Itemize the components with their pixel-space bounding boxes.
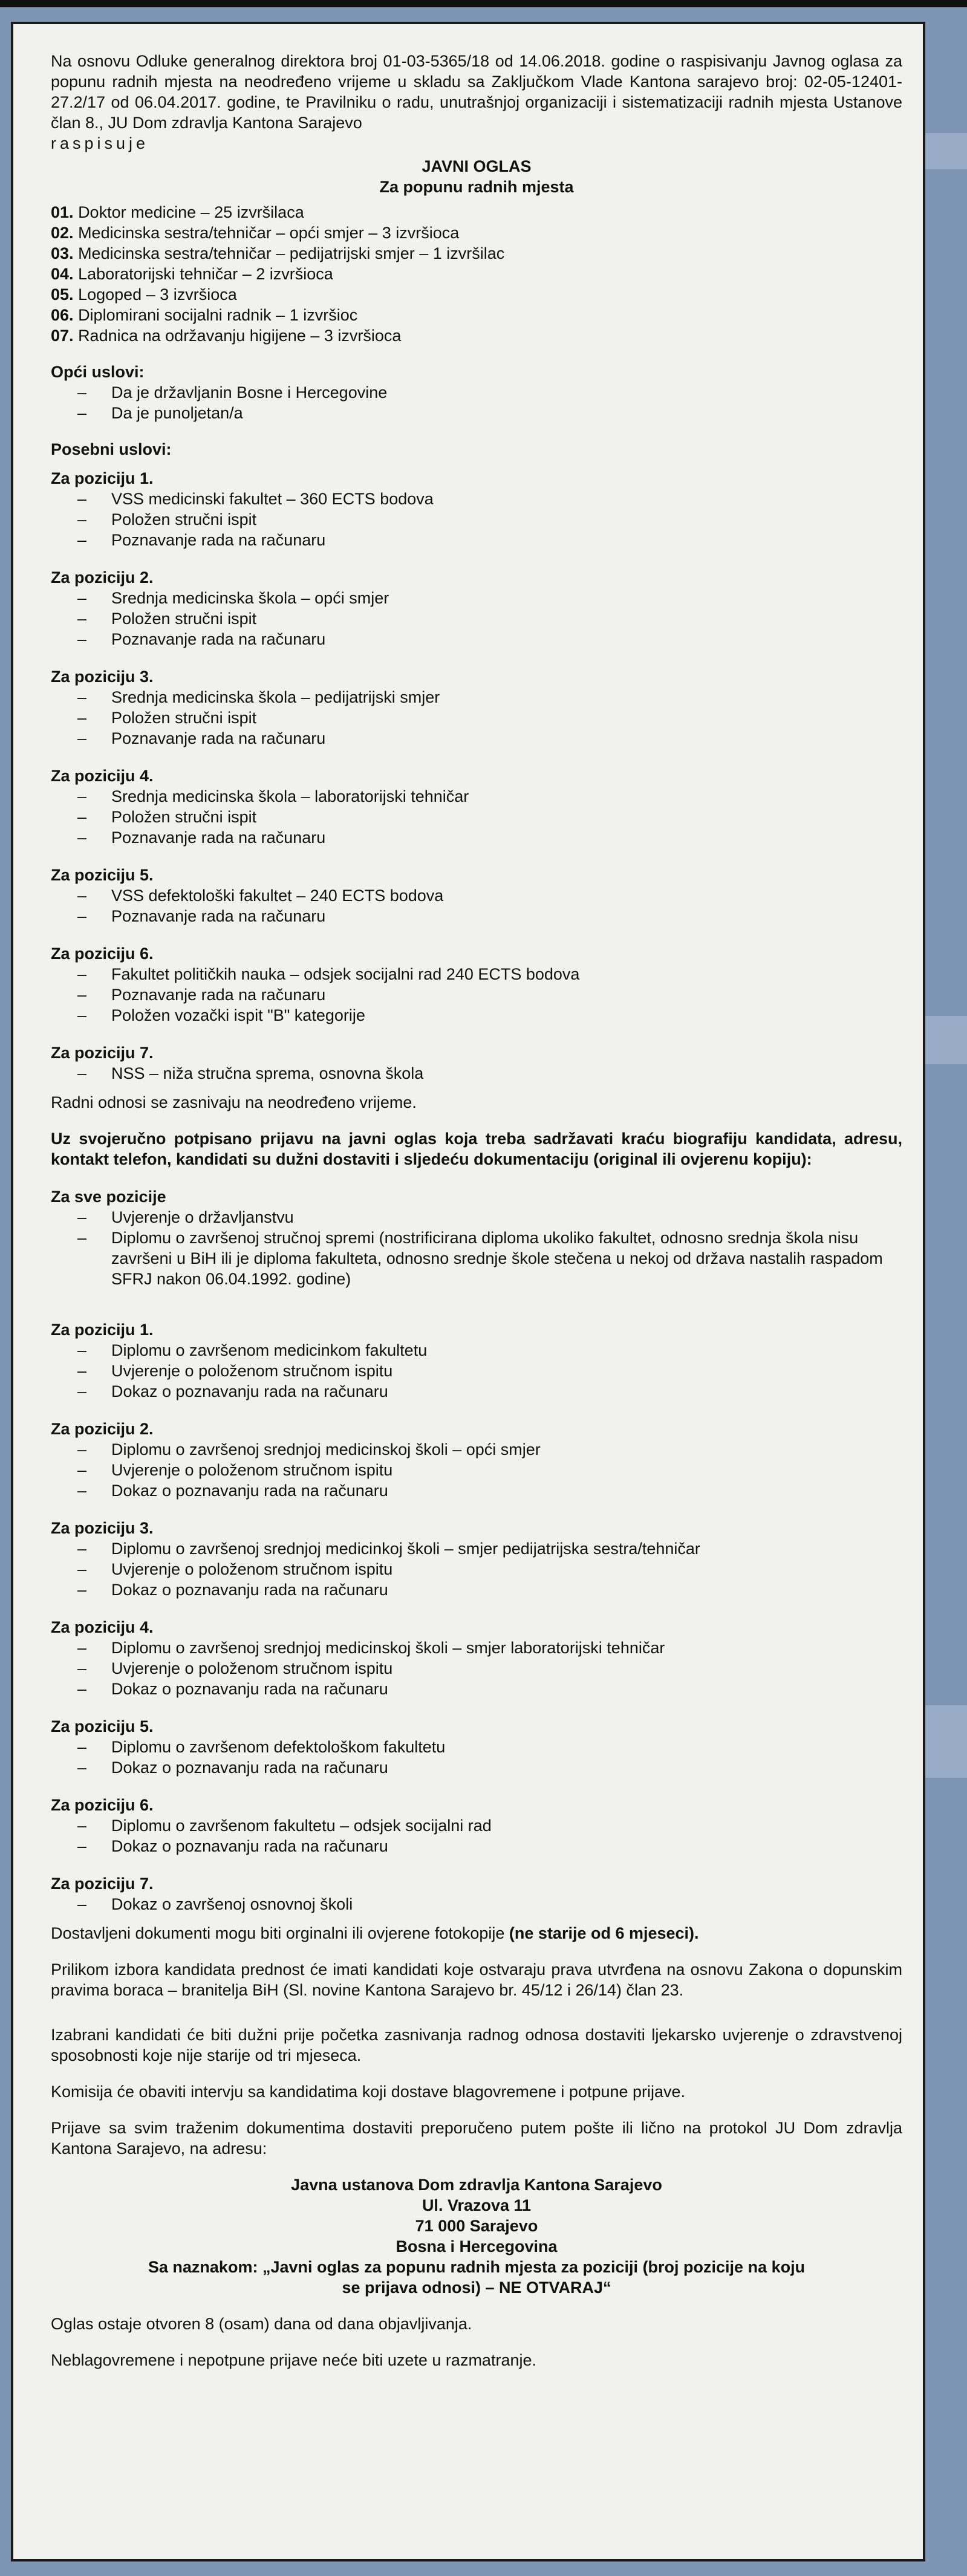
list-item: – Poznavanje rada na računaru	[51, 728, 902, 749]
list-item: – Dokaz o poznavanju rada na računaru	[51, 1836, 902, 1856]
doc-group-list	[51, 1439, 902, 1501]
list-item: – Diplomu o završenoj srednjoj medicinskoj školi – smjer laboratorijski tehničar	[51, 1638, 902, 1658]
marking-note: Sa naznakom: „Javni oglas za popunu radnih mjesta za poziciji (broj pozicije na koju se prijava odnosi) – NE OTVARAJ“	[148, 2258, 806, 2297]
special-group-list	[51, 588, 902, 649]
list-item: – Uvjerenje o položenom stručnom ispitu	[51, 1559, 902, 1579]
special-group-heading: Za poziciju 5.	[51, 866, 154, 884]
special-group-heading: Za poziciju 3.	[51, 668, 154, 686]
list-item: – Uvjerenje o položenom stručnom ispitu	[51, 1460, 902, 1480]
doc-group-list	[51, 1340, 902, 1402]
doc-group-heading: Za poziciju 2.	[51, 1420, 154, 1438]
documents-intro: Uz svojeručno potpisano prijavu na javni oglas koja treba sadržavati kraću biografiju kandidata, adresu, kontakt telefon, kandidati su dužni dostaviti i sljedeću dokumentaciju (original ili ovjerenu kopiju):	[51, 1130, 902, 1168]
address-line: Ul. Vrazova 11	[422, 2196, 532, 2214]
list-item: – Uvjerenje o državljanstvu	[51, 1207, 902, 1228]
list-item: 02. Medicinska sestra/tehničar – opći smjer – 3 izvršioca	[51, 224, 460, 242]
open-period: Oglas ostaje otvoren 8 (osam) dana od dana objavljivanja.	[51, 2315, 472, 2333]
list-item: – Da je punoljetan/a	[51, 403, 902, 423]
documents-note: Dostavljeni dokumenti mogu biti orginalni ili ovjerene fotokopije (ne starije od 6 mjeseci).	[51, 1924, 699, 1942]
list-item: – Poznavanje rada na računaru	[51, 906, 902, 926]
list-item: – Uvjerenje o položenom stručnom ispitu	[51, 1658, 902, 1679]
special-group-list	[51, 489, 902, 550]
general-conditions-heading: Opći uslovi:	[51, 363, 145, 381]
list-item: – Diplomu o završenom fakultetu – odsjek socijalni rad	[51, 1815, 902, 1836]
list-item: – VSS medicinski fakultet – 360 ECTS bodova	[51, 489, 902, 509]
list-item: – Dokaz o završenoj osnovnoj školi	[51, 1894, 902, 1914]
address-line: 71 000 Sarajevo	[415, 2217, 538, 2235]
list-item: 01. Doktor medicine – 25 izvršilaca	[51, 203, 304, 221]
list-item: – Diplomu o završenoj srednjoj medicinskoj školi – opći smjer	[51, 1439, 902, 1460]
list-item: – Poznavanje rada na računaru	[51, 629, 902, 649]
doc-group-list	[51, 1638, 902, 1699]
list-item: – NSS – niža stručna sprema, osnovna škola	[51, 1063, 902, 1084]
special-group-list	[51, 964, 902, 1026]
incomplete-note: Neblagovremene i nepotpune prijave neće biti uzete u razmatranje.	[51, 2351, 536, 2369]
special-group-list	[51, 1063, 902, 1084]
list-item: 03. Medicinska sestra/tehničar – pedijatrijski smjer – 1 izvršilac	[51, 244, 505, 262]
list-item: – Srednja medicinska škola – laboratorijski tehničar	[51, 786, 902, 807]
positions-list	[51, 202, 902, 346]
list-item: – Dokaz o poznavanju rada na računaru	[51, 1480, 902, 1501]
address-line: Javna ustanova Dom zdravlja Kantona Sarajevo	[291, 2176, 662, 2194]
doc-group-heading: Za poziciju 7.	[51, 1875, 154, 1893]
ad-title: JAVNI OGLAS	[422, 157, 532, 175]
list-item: – Poznavanje rada na računaru	[51, 984, 902, 1005]
doc-group-list	[51, 1538, 902, 1600]
list-item: – Da je državljanin Bosne i Hercegovine	[51, 382, 902, 403]
special-group-heading: Za poziciju 6.	[51, 945, 154, 963]
list-item: – Dokaz o poznavanju rada na računaru	[51, 1757, 902, 1778]
list-item: – Položen stručni ispit	[51, 608, 902, 629]
general-conditions-list	[51, 382, 902, 423]
list-item: – Diplomu o završenoj srednjoj medicinkoj školi – smjer pedijatrijska sestra/tehničar	[51, 1538, 902, 1559]
doc-group-list	[51, 1737, 902, 1778]
list-item: 06. Diplomirani socijalni radnik – 1 izvršioc	[51, 306, 358, 324]
list-item: – Poznavanje rada na računaru	[51, 827, 902, 848]
background-stripe	[925, 133, 967, 169]
special-group-heading: Za poziciju 2.	[51, 568, 154, 587]
top-border	[0, 0, 967, 7]
list-item: – Dokaz o poznavanju rada na računaru	[51, 1381, 902, 1402]
spacer	[51, 1289, 902, 1319]
list-item: – Diplomu o završenom defektološkom fakultetu	[51, 1737, 902, 1757]
doc-group-heading: Za poziciju 5.	[51, 1717, 154, 1735]
doc-group-list	[51, 1815, 902, 1856]
list-item: – Položen vozački ispit "B" kategorije	[51, 1005, 902, 1026]
raspisuje-word: raspisuje	[51, 134, 149, 152]
doc-group-heading: Za poziciju 6.	[51, 1796, 154, 1814]
doc-group-heading: Za poziciju 1.	[51, 1321, 154, 1339]
list-item: – Srednja medicinska škola – opći smjer	[51, 588, 902, 608]
list-item: – Položen stručni ispit	[51, 807, 902, 827]
list-item: – Diplomu o završenoj stručnoj spremi (nostrificirana diploma ukoliko fakultet, odnosno srednja škola nisu završeni u BiH ili je diploma fakulteta, odnosno srednje škole stečena u nekoj od država nastalih raspadom SFRJ nakon 06.04.1992. godine)	[51, 1228, 902, 1289]
special-conditions-heading: Posebni uslovi:	[51, 440, 172, 458]
list-item: – Diplomu o završenom medicinkom fakultetu	[51, 1340, 902, 1361]
special-group-list	[51, 687, 902, 749]
address-line: Bosna i Hercegovina	[396, 2237, 558, 2256]
intro-paragraph: Na osnovu Odluke generalnog direktora broj 01-03-5365/18 od 14.06.2018. godine o raspisivanju Javnog oglasa za popunu radnih mjesta na neodređeno vrijeme u skladu sa Zaključkom Vlade Kantona sarajevo broj: 02-05-12401-27.2/17 od 06.04.2017. godine, te Pravilniku o radu, unutrašnjoj organizaciji i sistematizaciji radnih mjesta Ustanove član 8., JU Dom zdravlja Kantona Sarajevo raspisuje	[51, 52, 902, 152]
doc-group-heading: Za poziciju 3.	[51, 1519, 154, 1537]
background-stripe	[925, 1705, 967, 1778]
list-item: – Položen stručni ispit	[51, 509, 902, 530]
submission-paragraph: Prijave sa svim traženim dokumentima dostaviti preporučeno putem pošte ili lično na protokol JU Dom zdravlja Kantona Sarajevo, na adresu:	[51, 2119, 902, 2158]
job-advertisement	[11, 22, 925, 2561]
special-group-heading: Za poziciju 7.	[51, 1044, 154, 1062]
ad-subtitle: Za popunu radnih mjesta	[379, 178, 574, 196]
special-group-heading: Za poziciju 1.	[51, 469, 154, 487]
list-item: – Položen stručni ispit	[51, 707, 902, 728]
doc-group-heading: Za poziciju 4.	[51, 1618, 154, 1636]
medical-paragraph: Izabrani kandidati će biti dužni prije početka zasnivanja radnog odnosa dostaviti ljekarsko uvjerenje o zdravstvenoj sposobnosti koje nije starije od tri mjeseca.	[51, 2026, 902, 2064]
list-item: – Srednja medicinska škola – pedijatrijski smjer	[51, 687, 902, 707]
special-group-heading: Za poziciju 4.	[51, 767, 154, 785]
priority-paragraph: Prilikom izbora kandidata prednost će imati kandidati koje ostvaraju prava utvrđena na osnovu Zakona o dopunskim pravima boraca – branitelja BiH (Sl. novine Kantona Sarajevo br. 45/12 i 26/14) član 23.	[51, 1960, 902, 1999]
special-group-list	[51, 786, 902, 848]
list-item: 07. Radnica na održavanju higijene – 3 izvršioca	[51, 327, 402, 345]
all-positions-heading: Za sve pozicije	[51, 1188, 166, 1206]
list-item: – Poznavanje rada na računaru	[51, 530, 902, 550]
list-item: – Uvjerenje o položenom stručnom ispitu	[51, 1361, 902, 1381]
list-item: 05. Logoped – 3 izvršioca	[51, 285, 237, 304]
list-item: – VSS defektološki fakultet – 240 ECTS bodova	[51, 885, 902, 906]
relations-note: Radni odnosi se zasnivaju na neodređeno vrijeme.	[51, 1093, 417, 1111]
doc-group-list	[51, 1894, 902, 1914]
all-positions-list	[51, 1207, 902, 1289]
list-item: 04. Laboratorijski tehničar – 2 izvršioca	[51, 265, 333, 283]
special-group-list	[51, 885, 902, 926]
list-item: – Dokaz o poznavanju rada na računaru	[51, 1679, 902, 1699]
interview-paragraph: Komisija će obaviti intervju sa kandidatima koji dostave blagovremene i potpune prijave.	[51, 2083, 686, 2101]
list-item: – Dokaz o poznavanju rada na računaru	[51, 1579, 902, 1600]
background-stripe	[925, 1016, 967, 1064]
list-item: – Fakultet političkih nauka – odsjek socijalni rad 240 ECTS bodova	[51, 964, 902, 984]
